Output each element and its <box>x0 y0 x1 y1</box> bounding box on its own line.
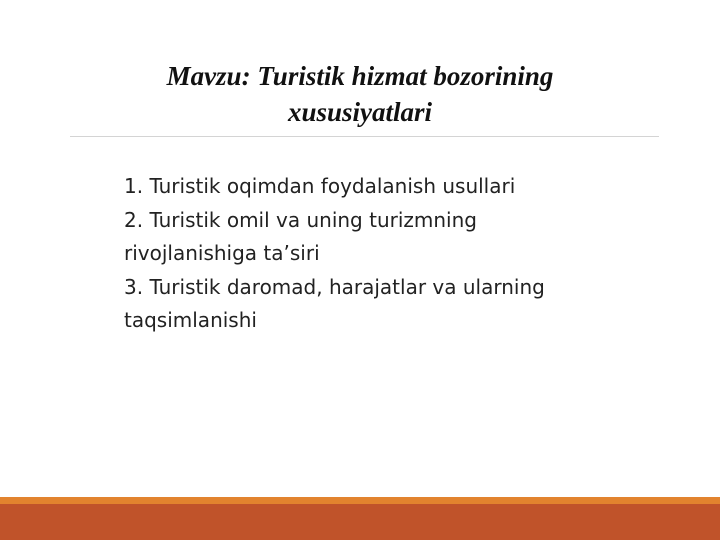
slide-title-line-2: xususiyatlari <box>287 97 433 127</box>
footer-accent-strip <box>0 497 720 504</box>
topic-item-2: 2. Turistik omil va uning turizmning rivojlanishiga ta’siri <box>124 207 477 265</box>
topic-item-3: 3. Turistik daromad, harajatlar va ularning taqsimlanishi <box>124 274 545 332</box>
footer-bar <box>0 504 720 540</box>
topic-item-1: 1. Turistik oqimdan foydalanish usullari <box>124 174 516 198</box>
topic-list <box>124 170 594 338</box>
title-divider <box>70 136 659 137</box>
slide-title <box>70 58 650 130</box>
slide-title-line-1: Mavzu: Turistik hizmat bozorining <box>166 61 554 91</box>
